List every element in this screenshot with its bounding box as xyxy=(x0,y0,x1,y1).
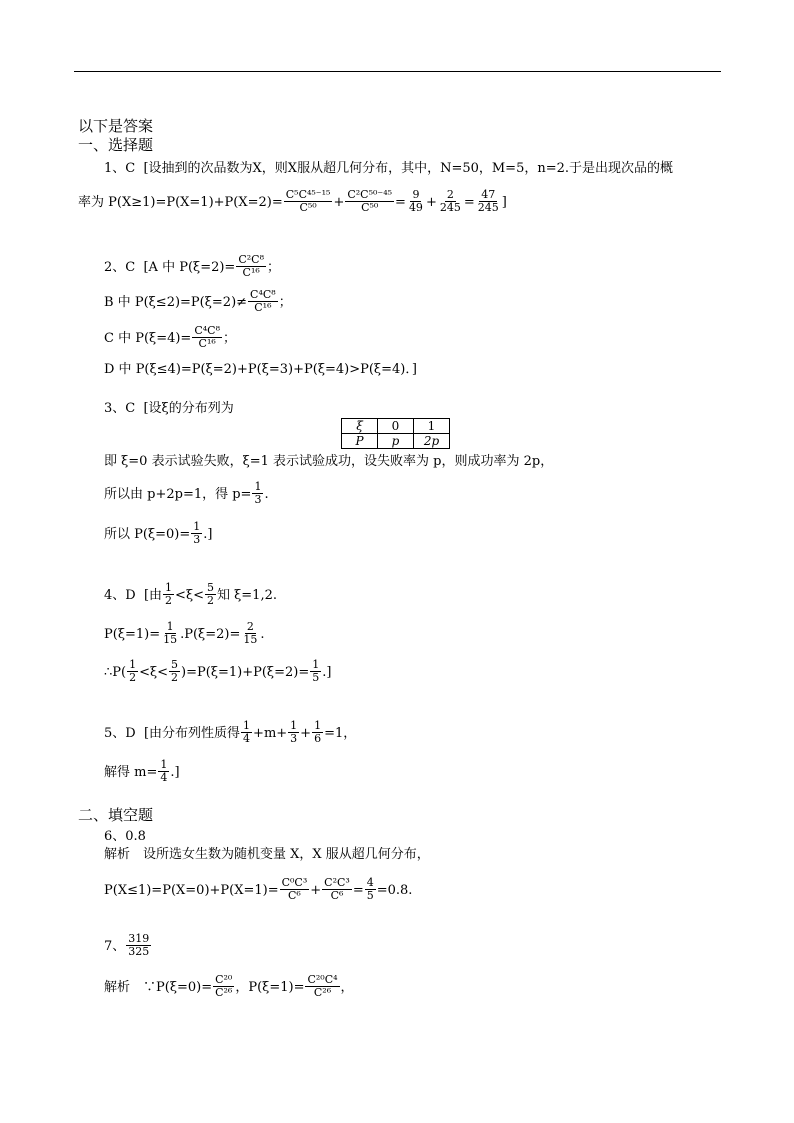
q1-line2: 率为 P(X≥1)=P(X=1)+P(X=2)= $\frac{\text{C⁵C⁴⁵⁻¹⁵}}{\text{C⁵⁰}}$ + $\frac{\text{C²C⁵⁰⁻⁴⁵}}{\text{C⁵⁰}}$ = $\frac{9}{49}$ + $\frac{2}{245}$ = $\frac{47}{245}$ ] xyxy=(78,188,507,215)
q3-l3-end: .] xyxy=(203,527,213,543)
q6-n1: C⁰C³ xyxy=(281,876,308,889)
q6-frac-a xyxy=(280,877,310,902)
q4-frac-g xyxy=(310,659,321,684)
q1-frac2-num: C²C⁵⁰⁻⁴⁵ xyxy=(347,188,393,201)
table-cell: 2p xyxy=(414,434,450,449)
table-cell: 1 xyxy=(414,419,450,434)
q1-frac3-num: 9 xyxy=(412,188,420,201)
q3-l2-den: 3 xyxy=(254,493,262,507)
q4-l2n1: 1 xyxy=(166,620,174,633)
q5-l1c: + xyxy=(300,726,312,742)
section-multiple-choice: 一、选择题 xyxy=(78,136,154,154)
q5-n1: 1 xyxy=(243,719,251,732)
q6-n2: C²C³ xyxy=(324,876,350,889)
q4-l3d: .] xyxy=(322,665,332,681)
q4-frac-b xyxy=(205,582,216,607)
q3-line-intro xyxy=(104,402,234,415)
q4-n1: 1 xyxy=(165,581,173,594)
q5-frac-d xyxy=(158,759,169,784)
q7-l1a: 解析 ∵P(ξ=0)= xyxy=(104,980,213,996)
q4-l3d3: 5 xyxy=(312,671,320,685)
table-cell: P xyxy=(342,434,378,449)
q4-frac-c xyxy=(161,621,179,646)
q4-mid: <ξ< xyxy=(175,588,204,604)
q7-ans-num: 319 xyxy=(128,932,150,945)
q2-line-c xyxy=(104,326,236,351)
q4-l2d2: 15 xyxy=(243,633,258,647)
q3-line2-frac xyxy=(252,481,263,506)
q3-l3-den: 3 xyxy=(193,533,201,547)
q1-frac2 xyxy=(345,189,394,214)
q5-l2n: 1 xyxy=(160,758,168,771)
q5-l2d: 4 xyxy=(160,771,168,785)
q7-n2: C²⁰C⁴ xyxy=(307,973,338,986)
q2-b-frac xyxy=(248,289,278,314)
q5-d3: 6 xyxy=(314,732,322,746)
table-cell: p xyxy=(378,434,414,449)
table-row xyxy=(342,419,450,434)
q6-l2c: = xyxy=(352,883,364,899)
q5-frac-a xyxy=(241,720,252,745)
q5-l2b: .] xyxy=(170,765,180,781)
q6-frac-c xyxy=(365,877,376,902)
q4-l2a: P(ξ=1)= xyxy=(104,627,161,643)
q2-c-end: ； xyxy=(222,331,236,347)
q1-frac3 xyxy=(407,189,425,214)
q2-label: 2、C xyxy=(104,260,136,276)
q2-a-text: [A 中 P(ξ=2)= xyxy=(143,260,236,276)
q3-line1: 即 ξ=0 表示试验失败，ξ=1 表示试验成功，设失败率为 p，则成功率为 2p， xyxy=(104,454,554,469)
q1-frac3-den: 49 xyxy=(408,201,423,215)
q2-b-text: B 中 P(ξ≤2)=P(ξ=2)≠ xyxy=(104,295,248,311)
q2-c-num: C⁴C⁸ xyxy=(194,324,220,337)
q2-a-num: C²C⁸ xyxy=(238,253,264,266)
q4-l3n3: 1 xyxy=(312,658,320,671)
q6-n3: 4 xyxy=(366,876,374,889)
table-cell: 0 xyxy=(378,419,414,434)
q4-l1a: [由 xyxy=(143,588,163,604)
q4-l3b: <ξ< xyxy=(139,665,169,681)
q6-label: 6、0.8 xyxy=(104,829,146,844)
q3-l2-num: 1 xyxy=(254,480,262,493)
q1-frac1-den: C⁵⁰ xyxy=(299,201,317,215)
q4-label: 4、D xyxy=(104,588,136,604)
q4-l2d1: 15 xyxy=(163,633,178,647)
q2-line-b xyxy=(104,290,292,315)
q7-l1c: ， xyxy=(340,980,354,996)
q1-frac4-den: 245 xyxy=(439,201,461,215)
q2-c-den: C¹⁶ xyxy=(198,337,216,351)
q4-l3d2: 2 xyxy=(171,671,179,685)
q5-n2: 1 xyxy=(290,719,298,732)
q1-frac5-den: 245 xyxy=(477,201,499,215)
q1-frac4 xyxy=(438,189,463,214)
q3-l3-num: 1 xyxy=(193,520,201,533)
q1-end: ] xyxy=(501,195,507,211)
q1-frac5-num: 47 xyxy=(481,188,496,201)
table-cell: ξ xyxy=(342,419,378,434)
q3-label: 3、C xyxy=(104,401,136,416)
q2-line-d: D 中 P(ξ≤4)=P(ξ=2)+P(ξ=3)+P(ξ=4)>P(ξ=4)．] xyxy=(104,362,417,377)
q4-l3c: )=P(ξ=1)+P(ξ=2)= xyxy=(181,665,310,681)
q7-ans-den: 325 xyxy=(128,945,150,959)
q5-d2: 3 xyxy=(290,732,298,746)
q5-l1d: =1， xyxy=(324,726,357,742)
q1-line1 xyxy=(104,162,673,175)
q5-label: 5、D xyxy=(104,726,136,742)
q4-l3d1: 2 xyxy=(129,671,137,685)
header-rule xyxy=(74,71,721,72)
q1-frac2-den: C⁵⁰ xyxy=(361,201,379,215)
q6-line1: 解析 设所选女生数为随机变量 X，X 服从超几何分布， xyxy=(104,847,430,862)
q2-a-end: ； xyxy=(266,260,280,276)
q1-frac5 xyxy=(476,189,501,214)
q2-a-den: C¹⁶ xyxy=(242,266,260,280)
q2-b-num: C⁴C⁸ xyxy=(250,288,276,301)
q5-line1 xyxy=(104,721,356,746)
q7-d1: C²⁶ xyxy=(215,986,233,1000)
distribution-table xyxy=(341,418,450,449)
q4-l3n1: 1 xyxy=(129,658,137,671)
q7-frac-b xyxy=(305,974,339,999)
page-title: 以下是答案 xyxy=(78,117,154,135)
q4-frac-f xyxy=(169,659,180,684)
q1-frac1 xyxy=(284,189,333,214)
q5-l1b: +m+ xyxy=(253,726,288,742)
q2-c-frac xyxy=(192,325,222,350)
q5-n3: 1 xyxy=(314,719,322,732)
section-fill-in: 二、填空题 xyxy=(78,806,154,824)
q2-b-den: C¹⁶ xyxy=(254,301,272,315)
q4-l2c: . xyxy=(260,627,265,643)
q6-d2: C⁶ xyxy=(330,889,344,903)
q2-c-text: C 中 P(ξ=4)= xyxy=(104,331,192,347)
q2-line-a xyxy=(104,255,280,280)
q5-frac-b xyxy=(288,720,299,745)
q7-answer-frac xyxy=(126,933,151,958)
q6-d1: C⁶ xyxy=(288,889,301,903)
q7-line1 xyxy=(104,975,354,1000)
q7-label: 7、 xyxy=(104,939,126,955)
q4-l2n2: 2 xyxy=(246,620,254,633)
q4-l1b: 知 ξ=1,2. xyxy=(217,588,277,604)
q7-d2: C²⁶ xyxy=(313,986,332,1000)
q4-n2: 5 xyxy=(207,581,214,594)
q3-intro: [设ξ的分布列为 xyxy=(143,401,234,416)
q4-l2b: .P(ξ=2)= xyxy=(180,627,241,643)
q1-text: [设抽到的次品数为X，则X服从超几何分布，其中，N=50，M=5，n=2.于是出现次品的概 xyxy=(143,161,674,176)
q7-frac-a xyxy=(213,974,234,999)
q2-b-end: ； xyxy=(278,295,292,311)
q5-d1: 4 xyxy=(243,732,251,746)
q3-line2-text: 所以由 p+2p=1，得 p= xyxy=(104,487,252,503)
q3-line3-text: 所以 P(ξ=0)= xyxy=(104,527,191,543)
q7-n1: C²⁰ xyxy=(215,973,233,986)
q1-label: 1、C xyxy=(104,161,136,176)
q4-line2 xyxy=(104,622,265,647)
q6-frac-b xyxy=(322,877,352,902)
q4-l3a: ∴P( xyxy=(104,665,127,681)
table-row xyxy=(342,434,450,449)
q3-line2 xyxy=(104,482,269,507)
q6-l2d: =0.8. xyxy=(376,883,413,899)
q4-d1: 2 xyxy=(165,594,173,608)
q6-l2b: + xyxy=(310,883,322,899)
q6-line2 xyxy=(104,878,412,903)
q1-frac4-num: 2 xyxy=(446,188,454,201)
q1-frac1-num: C⁵C⁴⁵⁻¹⁵ xyxy=(285,188,331,201)
q5-l2a: 解得 m= xyxy=(104,765,158,781)
q3-line3 xyxy=(104,522,212,547)
q4-frac-a xyxy=(163,582,174,607)
q4-line3 xyxy=(104,660,331,685)
q4-l3n2: 5 xyxy=(171,658,179,671)
q6-d3: 5 xyxy=(366,889,374,903)
q5-line2 xyxy=(104,760,180,785)
q2-a-frac xyxy=(236,254,266,279)
q5-l1a: [由分布列性质得 xyxy=(143,726,241,742)
q1-line2-text: 率为 P(X≥1)=P(X=1)+P(X=2)= xyxy=(78,195,283,211)
q5-frac-c xyxy=(312,720,323,745)
q4-frac-e xyxy=(127,659,138,684)
q4-frac-d xyxy=(241,621,259,646)
q4-d2: 2 xyxy=(207,594,214,608)
q7-l1b: ，P(ξ=1)= xyxy=(235,980,305,996)
q6-l2a: P(X≤1)=P(X=0)+P(X=1)= xyxy=(104,883,279,899)
q4-line1 xyxy=(104,583,277,608)
q3-line3-frac xyxy=(191,521,202,546)
q7-line0 xyxy=(104,934,152,959)
q3-l2-end: . xyxy=(264,487,269,503)
